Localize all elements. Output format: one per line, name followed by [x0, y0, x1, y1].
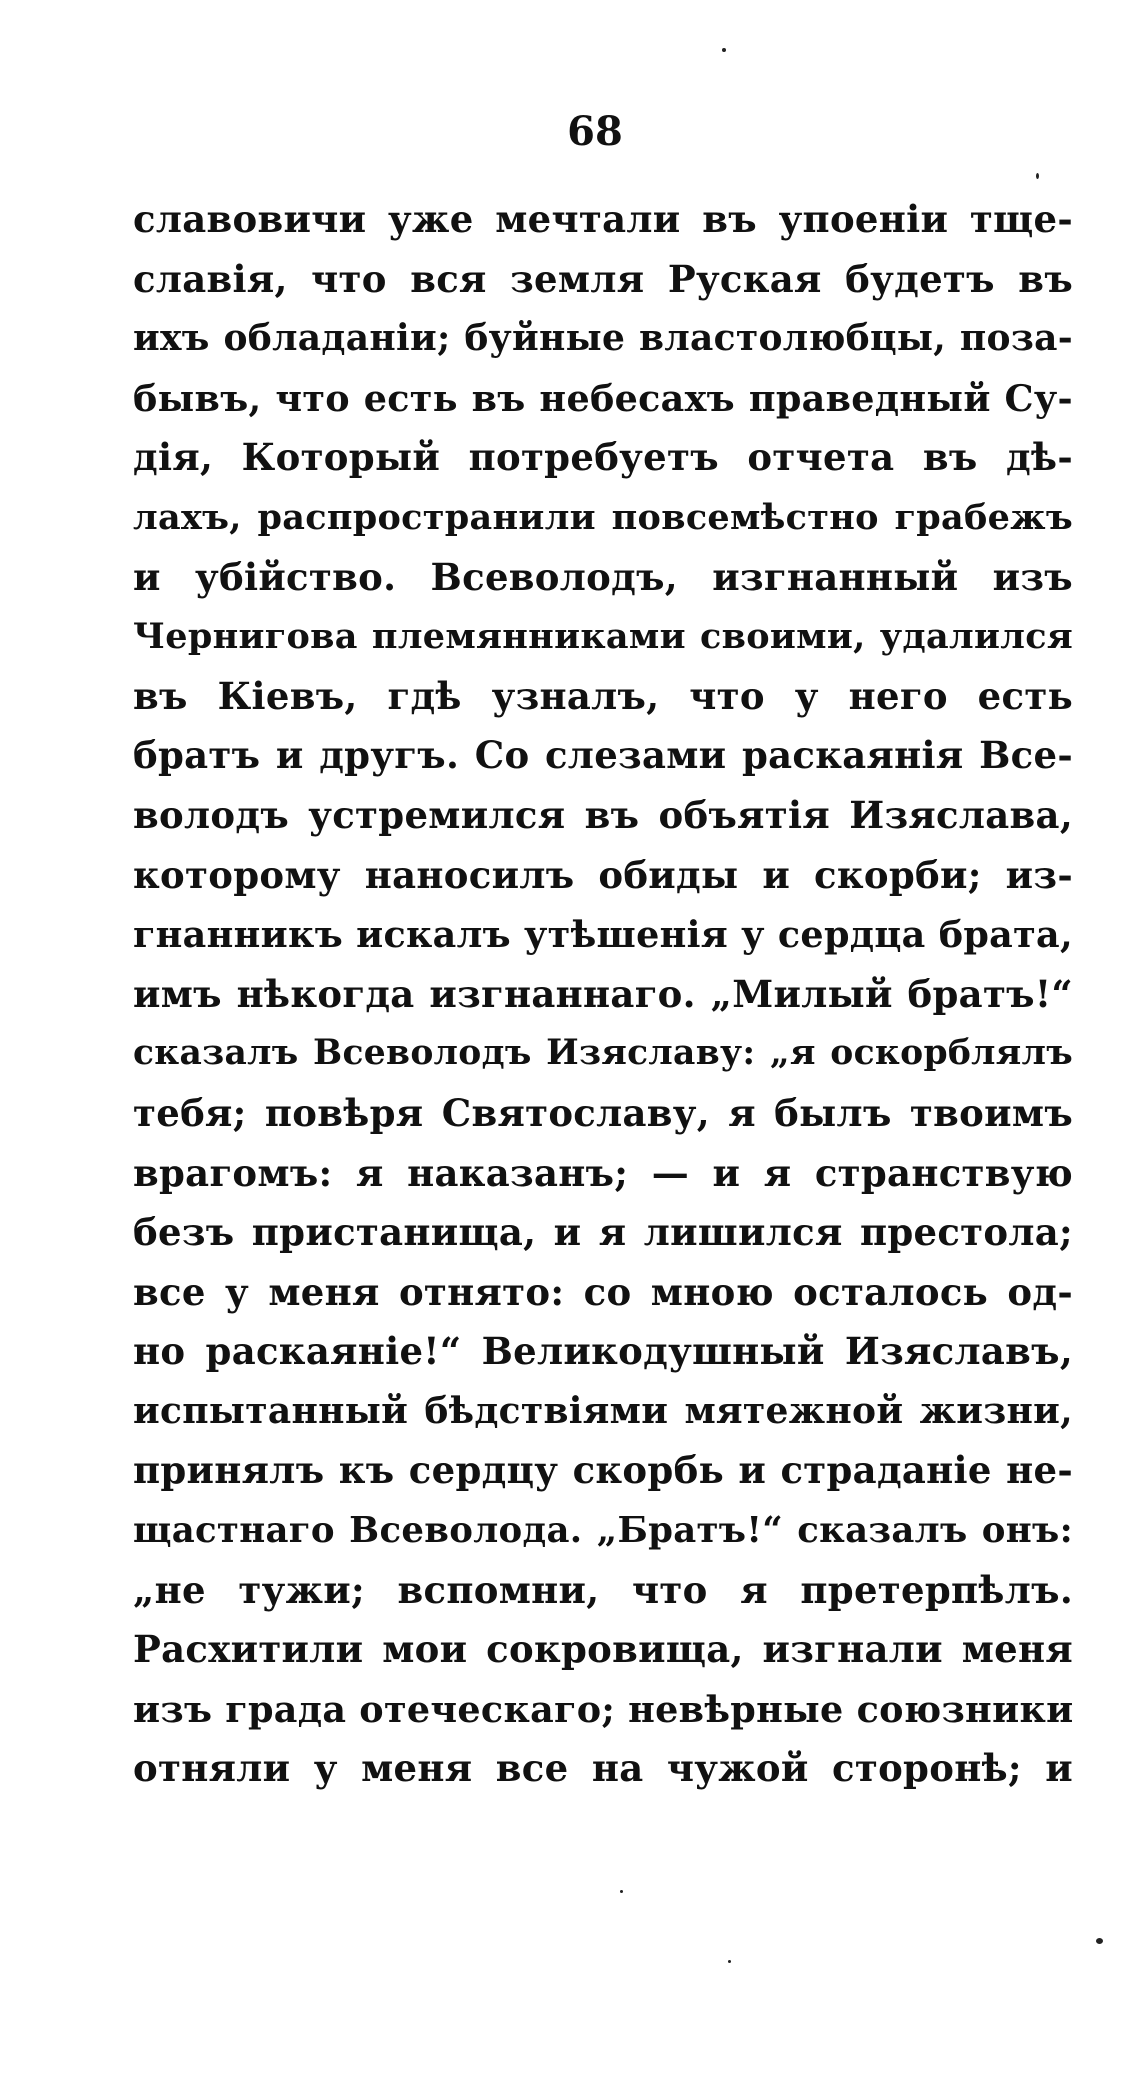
text-line: Чернигова племянниками своими, удалился [133, 616, 1073, 658]
text-line: „не тужи; вспомни, что я претерпѣлъ. [133, 1567, 1073, 1612]
text-line: володъ устремился въ объятія Изяслава, [133, 792, 1073, 837]
text-line: имъ нѣкогда изгнаннаго. „Милый братъ!“ [133, 971, 1073, 1016]
text-line: славія, что вся земля Руская будетъ въ [133, 256, 1073, 301]
text-line: Расхитили мои сокровища, изгнали меня [133, 1627, 1073, 1672]
body-text [133, 190, 1073, 1799]
text-line: отняли у меня все на чужой сторонѣ; и [133, 1746, 1073, 1791]
text-line: въ Кіевъ, гдѣ узналъ, что у него есть [133, 673, 1073, 718]
print-speck [722, 48, 726, 52]
page-number: 68 [567, 108, 623, 155]
text-line: щастнаго Всеволода. „Братъ!“ сказалъ онъ: [133, 1510, 1073, 1552]
text-line: дія, Который потребуетъ отчета въ дѣ- [133, 435, 1073, 480]
text-line: лахъ, распространили повсемѣстно грабежъ [133, 496, 1073, 538]
text-line: славовичи уже мечтали въ упоеніи тще- [133, 197, 1073, 241]
text-line: бывъ, что есть въ небесахъ праведный Су- [133, 376, 1073, 420]
text-line: которому наносилъ обиды и скорби; из- [133, 852, 1073, 897]
text-line: изъ града отеческаго; невѣрные союзники [133, 1687, 1074, 1731]
text-line: безъ пристанища, и я лишился престола; [133, 1210, 1073, 1255]
text-line: сказалъ Всеволодъ Изяславу: „я оскорблялъ [133, 1033, 1073, 1074]
text-line: гнанникъ искалъ утѣшенія у сердца брата, [133, 913, 1073, 957]
text-line: врагомъ: я наказанъ; — и я странствую [133, 1150, 1073, 1195]
text-line: испытанный бѣдствіями мятежной жизни, [133, 1389, 1073, 1432]
text-line: все у меня отнято: со мною осталось од- [133, 1269, 1073, 1314]
print-speck [728, 1960, 731, 1963]
text-line: но раскаяніе!“ Великодушный Изяславъ, [133, 1329, 1073, 1374]
print-speck [1096, 1938, 1103, 1944]
text-line: и убійство. Всеволодъ, изгнанный изъ [133, 554, 1073, 599]
text-line: ихъ обладаніи; буйные властолюбцы, поза- [133, 317, 1073, 360]
print-speck [620, 1890, 623, 1893]
text-line: тебя; повѣря Святославу, я былъ твоимъ [133, 1090, 1073, 1135]
text-line: принялъ къ сердцу скорбь и страданіе не- [133, 1448, 1073, 1493]
print-speck [1036, 173, 1039, 179]
text-line: братъ и другъ. Со слезами раскаянія Все- [133, 733, 1073, 778]
